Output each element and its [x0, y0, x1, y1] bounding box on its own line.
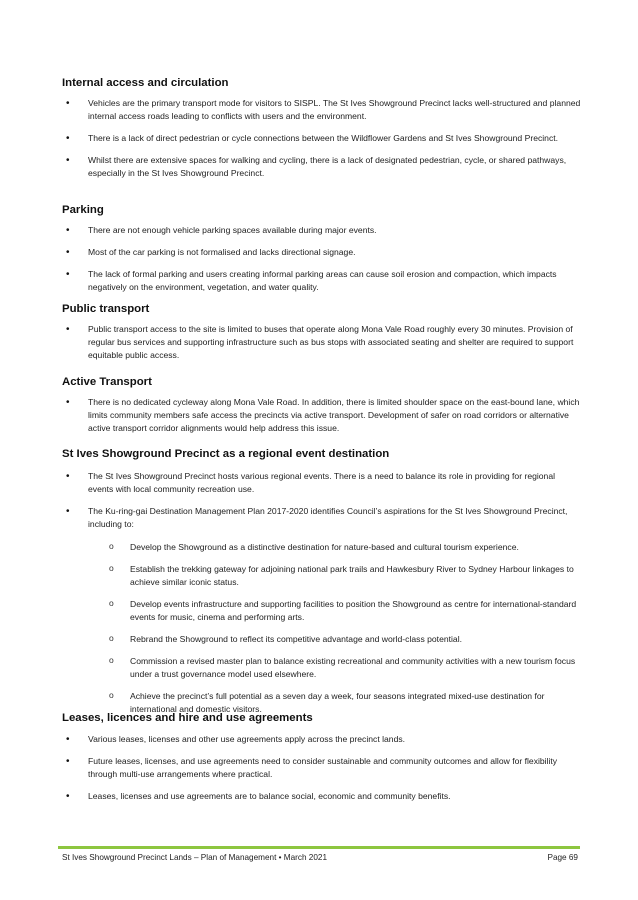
aspirations-sublist	[88, 541, 582, 716]
leases-list	[62, 733, 582, 812]
list-item: • There is a lack of direct pedestrian or cycle connections between the Wildflower Gardens and St Ives Showground Precinct.	[62, 132, 582, 145]
footer-document-title: St Ives Showground Precinct Lands – Plan of Management • March 2021	[62, 853, 328, 862]
sub-list-item: o Develop the Showground as a distinctive destination for nature-based and cultural tourism experience.	[88, 541, 582, 554]
list-item: • Various leases, licenses and other use agreements apply across the precinct lands.	[62, 733, 582, 746]
list-item	[62, 505, 582, 716]
sub-list-item: o Achieve the precinct’s full potential as a seven day a week, four seasons integrated mixed-use destination for international and domestic visitors.	[88, 690, 582, 716]
sub-list-item: o Commission a revised master plan to balance existing recreational and community activities with a new tourism focus under a trust governance model used elsewhere.	[88, 655, 582, 681]
list-item: • Vehicles are the primary transport mode for visitors to SISPL. The St Ives Showground Precinct lacks well-structured and planned internal access roads leading to conflicts with users and the environment.	[62, 97, 582, 123]
section-heading-leases: Leases, licences and hire and use agreements	[62, 712, 313, 724]
list-item: • Leases, licenses and use agreements are to balance social, economic and community benefits.	[62, 790, 582, 803]
section-heading-parking: Parking	[62, 204, 104, 216]
section-heading-public-transport: Public transport	[62, 303, 150, 315]
public-transport-list	[62, 323, 582, 371]
list-item: • Whilst there are extensive spaces for walking and cycling, there is a lack of designated pedestrian, cycle, or shared pathways, especially in the St Ives Showground Precinct.	[62, 154, 582, 180]
regional-event-list	[62, 470, 582, 725]
section-heading-active-transport: Active Transport	[62, 376, 152, 388]
parking-list	[62, 224, 582, 303]
section-heading-regional-event: St Ives Showground Precinct as a regional event destination	[62, 448, 390, 460]
list-item: • The lack of formal parking and users creating informal parking areas can cause soil erosion and compaction, which impacts negatively on the environment, vegetation, and water quality.	[62, 268, 582, 294]
sub-list-item: o Develop events infrastructure and supporting facilities to position the Showground as centre for international-standard events for music, cinema and performing arts.	[88, 598, 582, 624]
footer-divider	[58, 846, 580, 849]
list-item-text: The Ku-ring-gai Destination Management Plan 2017-2020 identifies Council’s aspirations for the St Ives Showground Precinct, including to:	[88, 506, 568, 529]
list-item: • The St Ives Showground Precinct hosts various regional events. There is a need to balance its role in providing for regional events with local community recreation use.	[62, 470, 582, 496]
sub-list-item: o Rebrand the Showground to reflect its competitive advantage and world-class potential.	[88, 633, 582, 646]
active-transport-list	[62, 396, 582, 444]
internal-access-list	[62, 97, 582, 189]
list-item: • Public transport access to the site is limited to buses that operate along Mona Vale Road roughly every 30 minutes. Provision of regular bus services and supporting infrastructure such as bus stops with associated seating and shelter are required to support equitable public access.	[62, 323, 582, 362]
footer-page-number: Page 69	[547, 853, 578, 862]
section-heading-internal-access: Internal access and circulation	[62, 77, 229, 89]
sub-list-item: o Establish the trekking gateway for adjoining national park trails and Hawkesbury River to Sydney Harbour linkages to achieve similar iconic status.	[88, 563, 582, 589]
list-item: • There are not enough vehicle parking spaces available during major events.	[62, 224, 582, 237]
list-item: • There is no dedicated cycleway along Mona Vale Road. In addition, there is limited shoulder space on the east-bound lane, which limits community members safe access the precincts via active transport. Development of safer on road corridors or alternative active transport corridor alignments would help address this issue.	[62, 396, 582, 435]
list-item: • Future leases, licenses, and use agreements need to consider sustainable and community outcomes and allow for flexibility through multi-use arrangements where practical.	[62, 755, 582, 781]
list-item: • Most of the car parking is not formalised and lacks directional signage.	[62, 246, 582, 259]
